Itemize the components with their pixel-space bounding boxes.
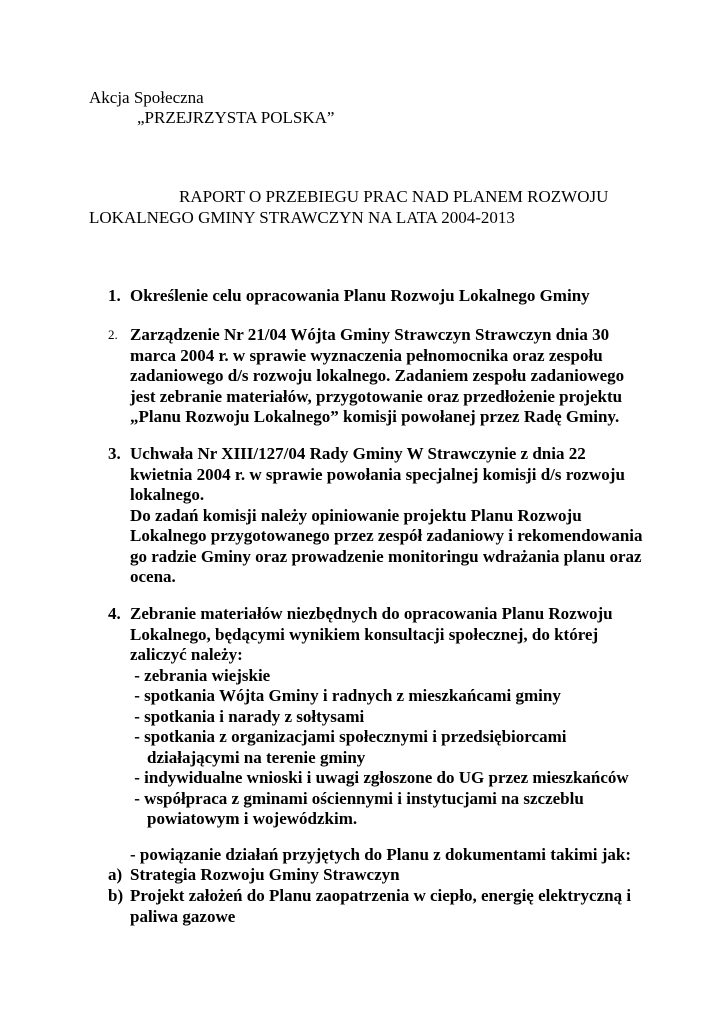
sub-list-item-a (108, 865, 648, 886)
text-line: Uchwała Nr XIII/127/04 Rady Gminy W Strawczynie z dnia 22 (130, 444, 586, 463)
text-line: Zebranie materiałów niezbędnych do opracowania Planu Rozwoju (130, 604, 613, 623)
list-item-number: 4. (108, 604, 121, 623)
sub-list-text (130, 865, 648, 886)
list-item-1 (108, 286, 648, 307)
list-item-text (130, 325, 648, 428)
list-item-4 (108, 604, 648, 830)
dash-list-line: - indywidualne wnioski i uwagi zgłoszone do UG przez mieszkańców (130, 768, 629, 787)
text-line: marca 2004 r. w sprawie wyznaczenia pełnomocnika oraz zespołu (130, 345, 603, 365)
sub-list-letter: a) (108, 865, 123, 884)
list-item-3 (108, 444, 648, 588)
report-title-line-2: LOKALNEGO GMINY STRAWCZYN NA LATA 2004-2013 (89, 208, 515, 227)
dash-list-line: - współpraca z gminami ościennymi i instytucjami na szczeblu (130, 788, 584, 808)
dash-list-line: powiatowym i wojewódzkim. (130, 809, 358, 828)
text-line: Lokalnego, będącymi wynikiem konsultacji społecznej, do której (130, 624, 599, 644)
text-line: go radzie Gminy oraz prowadzenie monitoringu wdrażania planu oraz (130, 546, 642, 566)
sub-list-text (130, 886, 648, 927)
list-item-text (130, 444, 648, 588)
related-documents-intro: - powiązanie działań przyjętych do Planu z dokumentami takimi jak: (130, 845, 632, 864)
text-line: ocena. (130, 567, 176, 586)
text-line: lokalnego. (130, 485, 205, 504)
text-line: Do zadań komisji należy opiniowanie projektu Planu Rozwoju (130, 505, 582, 525)
sub-list-letter: b) (108, 886, 124, 905)
list-item-text (130, 604, 648, 830)
report-title (89, 186, 649, 228)
sub-list-item-b (108, 886, 648, 927)
organization-title: „PRZEJRZYSTA POLSKA” (137, 108, 335, 127)
text-line: jest zebranie materiałów, przygotowanie oraz przedłożenie projektu (130, 386, 623, 406)
text-line: Projekt założeń do Planu zaopatrzenia w ciepło, energię elektryczną i (130, 886, 632, 905)
list-item-number: 3. (108, 444, 121, 463)
text-line: kwietnia 2004 r. w sprawie powołania specjalnej komisji d/s rozwoju (130, 464, 625, 484)
text-line: Lokalnego przygotowanego przez zespół zadaniowy i rekomendowania (130, 526, 643, 545)
text-line: zaliczyć należy: (130, 645, 243, 664)
text-line: „Planu Rozwoju Lokalnego” komisji powołanej przez Radę Gminy. (130, 407, 620, 426)
text-line: zadaniowego d/s rozwoju lokalnego. Zadaniem zespołu zadaniowego (130, 366, 625, 385)
text-line: paliwa gazowe (130, 906, 236, 926)
list-item-number: 2. (108, 327, 118, 342)
list-item-number: 1. (108, 286, 121, 305)
dash-list-line: - spotkania i narady z sołtysami (130, 706, 365, 726)
list-item-text (130, 286, 648, 307)
text-line: Strategia Rozwoju Gminy Strawczyn (130, 865, 400, 884)
dash-list-line: - spotkania z organizacjami społecznymi i przedsiębiorcami (130, 727, 567, 746)
text-line: Określenie celu opracowania Planu Rozwoju Lokalnego Gminy (130, 286, 590, 305)
dash-list-line: działającymi na terenie gminy (130, 747, 366, 767)
report-title-line-1: RAPORT O PRZEBIEGU PRAC NAD PLANEM ROZWOJU (179, 187, 609, 206)
text-line: Zarządzenie Nr 21/04 Wójta Gminy Strawczyn Strawczyn dnia 30 (130, 325, 610, 344)
organization-name: Akcja Społeczna (89, 88, 204, 107)
dash-list-line: - spotkania Wójta Gminy i radnych z mieszkańcami gminy (130, 686, 561, 705)
dash-list-line: - zebrania wiejskie (130, 665, 271, 685)
list-item-2 (108, 325, 648, 428)
